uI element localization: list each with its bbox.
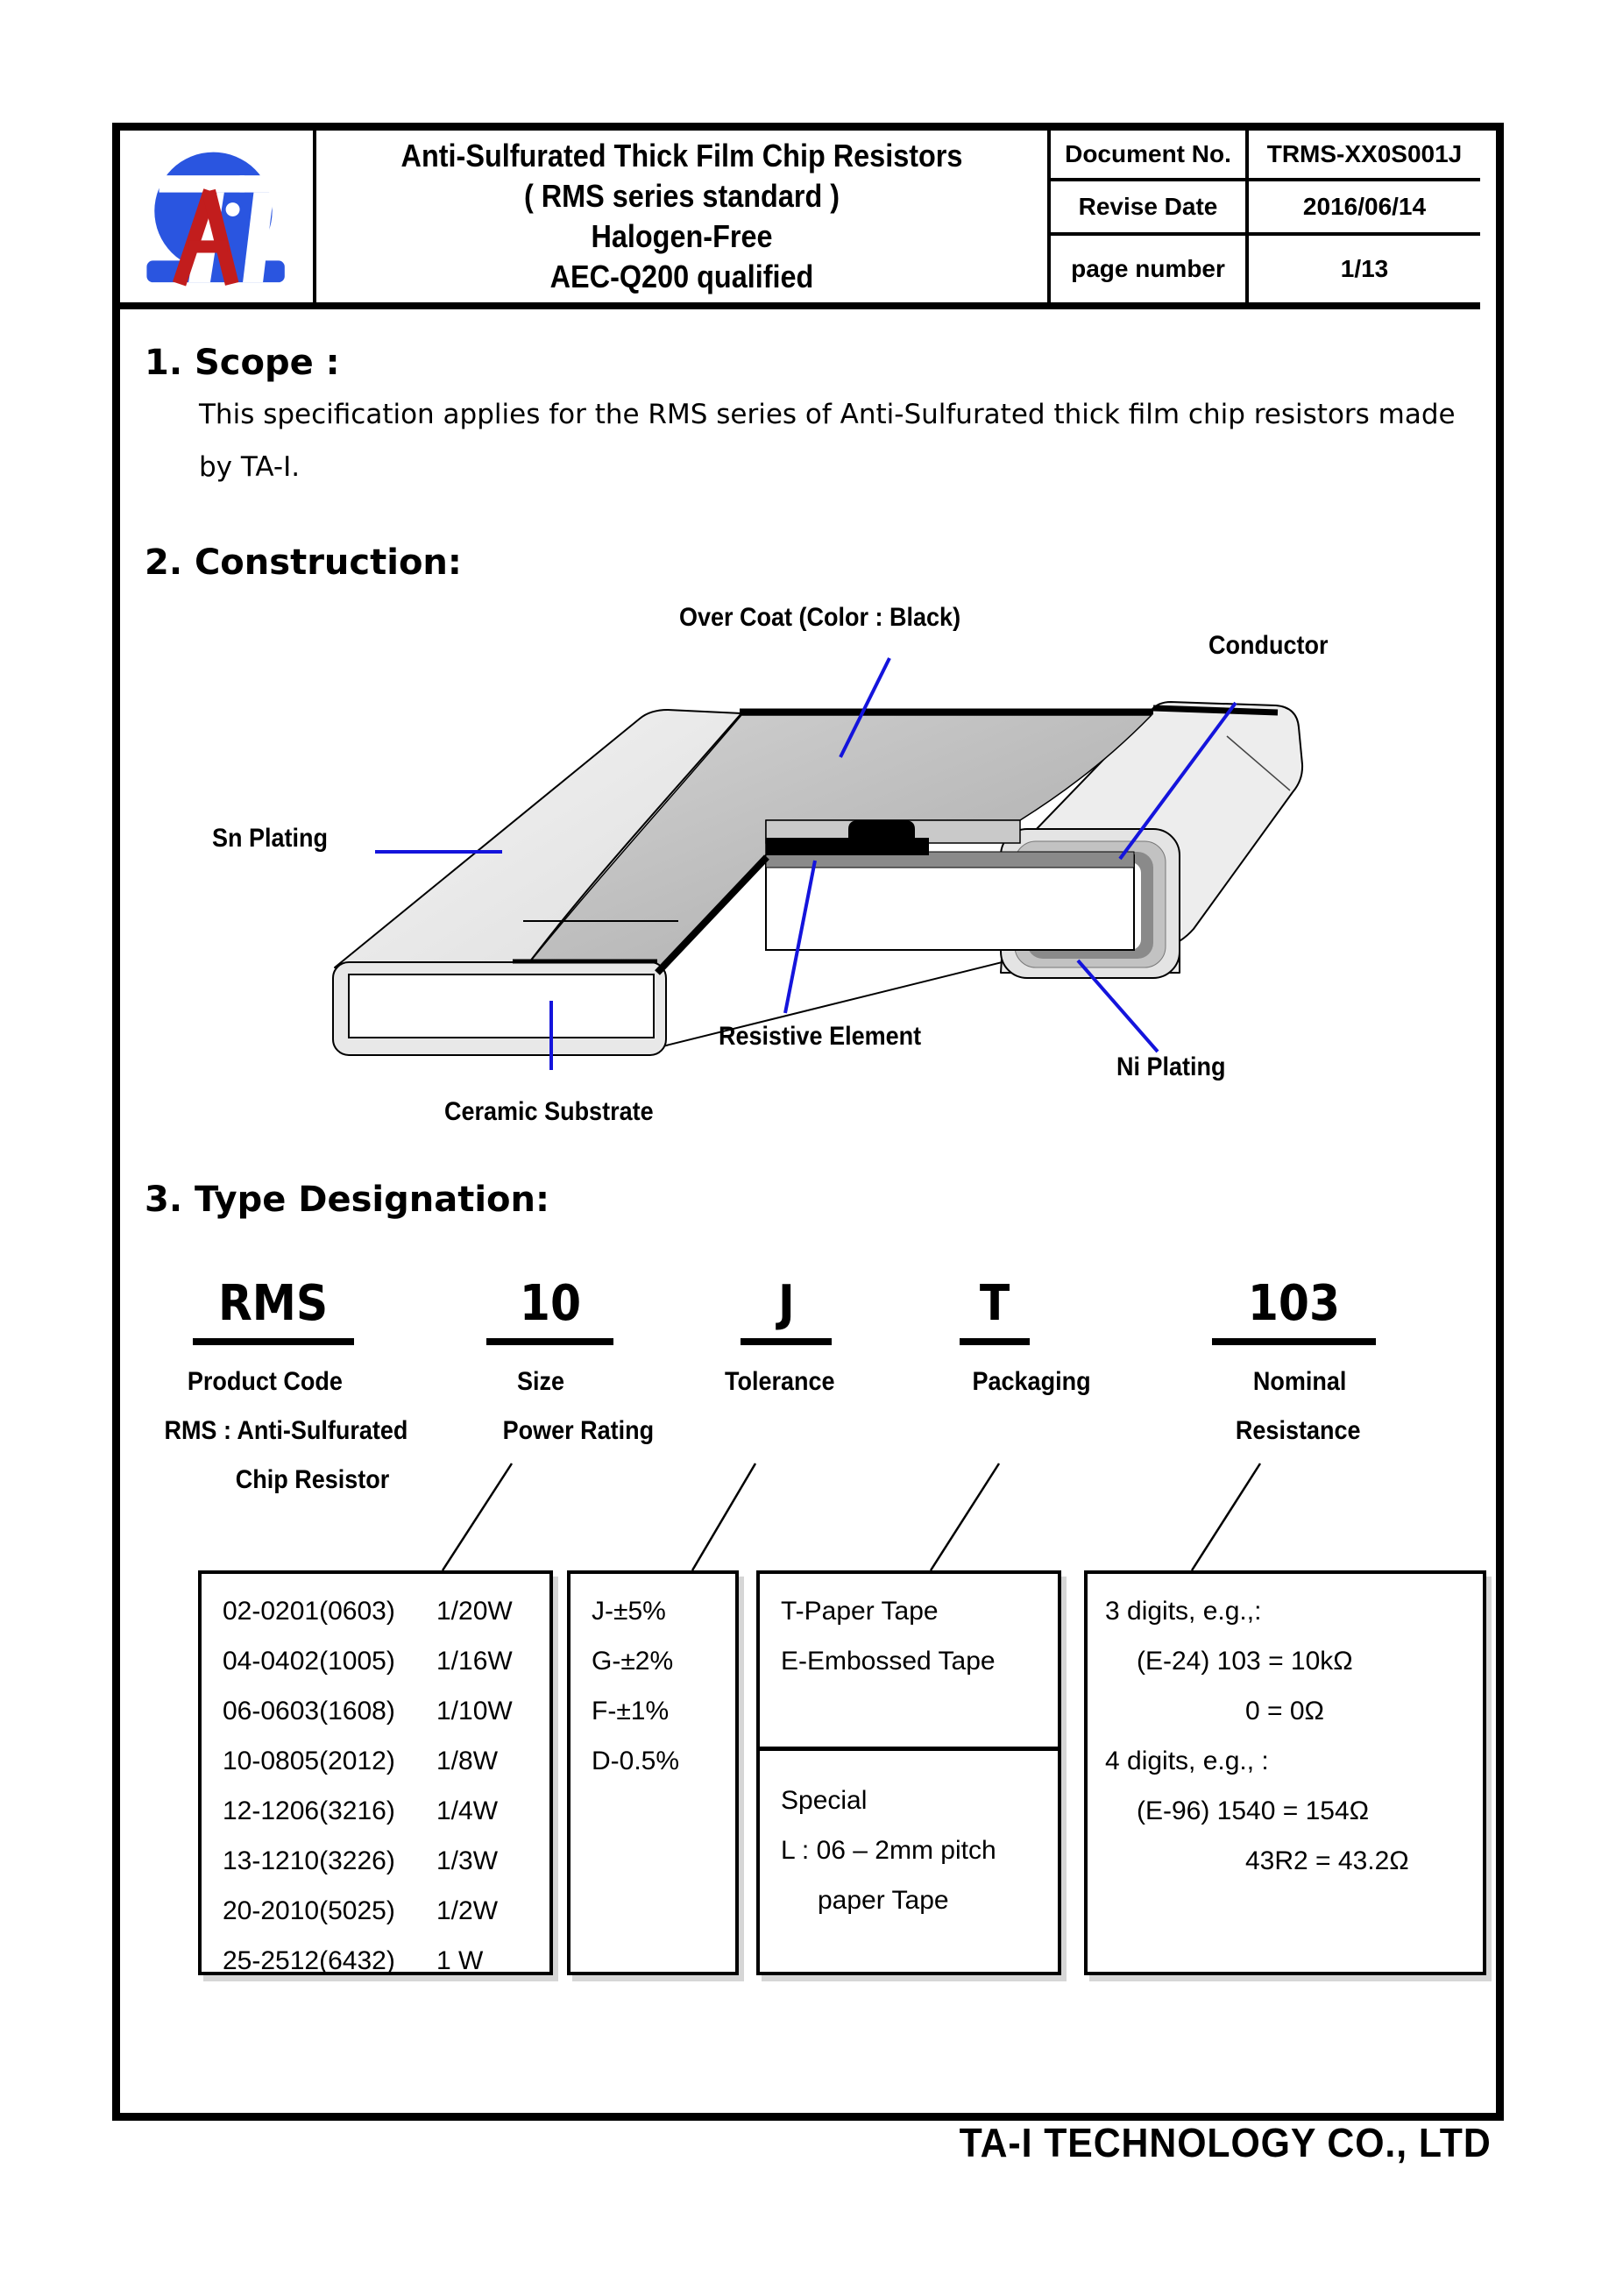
code-size: 10 <box>486 1275 613 1345</box>
label-ceramic-substrate: Ceramic Substrate <box>444 1097 655 1126</box>
resistance-line: (E-24) 103 = 10kΩ <box>1137 1647 1353 1676</box>
code-packaging: T <box>960 1275 1030 1345</box>
type-designation-heading: 3. Type Designation: <box>145 1180 549 1220</box>
resistance-line: (E-96) 1540 = 154Ω <box>1137 1796 1370 1825</box>
document-meta-table <box>1047 131 1480 302</box>
logo-cell <box>120 131 316 302</box>
connector-lines <box>120 1455 1480 1577</box>
title-line: Halogen-Free <box>591 218 773 254</box>
nominal-resistance-box <box>1084 1570 1486 1975</box>
meta-label: page number <box>1051 236 1249 302</box>
document-title <box>316 131 1047 302</box>
meta-label: Document No. <box>1051 131 1249 178</box>
packaging-item: paper Tape <box>818 1886 949 1915</box>
label-product-code: Product Code <box>187 1367 343 1396</box>
packaging-standard-section <box>760 1574 1058 1751</box>
meta-value-page-number: 1/13 <box>1340 255 1389 282</box>
connector-size <box>443 1463 512 1570</box>
resistance-line: 0 = 0Ω <box>1245 1697 1324 1726</box>
code-product: RMS <box>193 1275 354 1345</box>
label-power-rating: Power Rating <box>502 1416 655 1445</box>
meta-value-revise-date: 2016/06/14 <box>1302 193 1427 220</box>
packaging-item: Special <box>781 1786 868 1815</box>
resistor-construction-diagram <box>114 596 1525 1192</box>
resistance-line: 43R2 = 43.2Ω <box>1245 1846 1409 1875</box>
size-row: 20-2010(5025) 1/2W <box>223 1896 499 1925</box>
packaging-box <box>756 1570 1061 1975</box>
size-row: 25-2512(6432) 1 W <box>223 1946 484 1975</box>
resistance-line: 3 digits, e.g.,: <box>1105 1597 1262 1626</box>
packaging-item: L : 06 – 2mm pitch <box>781 1836 996 1865</box>
footer-company: TA-I TECHNOLOGY CO., LTD <box>960 2120 1492 2165</box>
scope-body-line1: This specification applies for the RMS series of Anti-Sulfurated thick film chip resistors made <box>199 399 1456 430</box>
code-tolerance: J <box>741 1275 832 1345</box>
code-resistance: 103 <box>1212 1275 1376 1345</box>
cap-top-edge <box>1153 708 1278 712</box>
size-row: 04-0402(1005) 1/16W <box>223 1647 513 1676</box>
label-tolerance: Tolerance <box>725 1367 835 1396</box>
meta-row-revise-date <box>1051 181 1480 236</box>
scope-heading: 1. Scope : <box>145 343 340 383</box>
header <box>120 131 1480 309</box>
meta-label: Revise Date <box>1051 181 1249 232</box>
size-power-box <box>198 1570 553 1975</box>
connector-packaging <box>931 1463 999 1570</box>
label-over-coat: Over Coat (Color : Black) <box>678 603 960 632</box>
tolerance-item: D-0.5% <box>592 1747 680 1775</box>
label-size: Size <box>516 1367 565 1396</box>
scope-body-line2: by TA-I. <box>199 451 301 483</box>
label-nominal: Nominal <box>1252 1367 1347 1396</box>
construction-heading: 2. Construction: <box>145 542 462 583</box>
title-line: Anti-Sulfurated Thick Film Chip Resistors <box>400 138 963 174</box>
tolerance-item: F-±1% <box>592 1697 670 1726</box>
meta-row-page-number <box>1051 236 1480 302</box>
label-anti-sulfurated: RMS : Anti-Sulfurated <box>164 1416 408 1445</box>
tolerance-box <box>567 1570 739 1975</box>
title-line: ( RMS series standard ) <box>523 178 840 214</box>
tolerance-item: G-±2% <box>592 1647 674 1676</box>
size-row: 10-0805(2012) 1/8W <box>223 1747 499 1775</box>
label-resistive-element: Resistive Element <box>718 1022 921 1051</box>
size-row: 06-0603(1608) 1/10W <box>223 1697 513 1726</box>
meta-value-document-no: TRMS-XX0S001J <box>1266 140 1463 167</box>
packaging-item: T-Paper Tape <box>781 1597 939 1626</box>
resistance-line: 4 digits, e.g., : <box>1105 1747 1269 1775</box>
size-row: 02-0201(0603) 1/20W <box>223 1597 513 1626</box>
label-sn-plating: Sn Plating <box>211 824 328 853</box>
page-border-box <box>112 123 1504 2121</box>
label-ni-plating: Ni Plating <box>1116 1052 1226 1081</box>
tolerance-item: J-±5% <box>592 1597 666 1626</box>
size-row: 12-1206(3216) 1/4W <box>223 1796 499 1825</box>
title-line: AEC-Q200 qualified <box>549 259 814 294</box>
connector-tolerance <box>692 1463 755 1570</box>
connector-resistance <box>1192 1463 1260 1570</box>
label-chip-resistor: Chip Resistor <box>236 1465 390 1494</box>
label-packaging: Packaging <box>972 1367 1091 1396</box>
tai-logo-icon <box>137 143 296 290</box>
meta-row-document-no <box>1051 131 1480 181</box>
packaging-item: E-Embossed Tape <box>781 1647 996 1676</box>
size-row: 13-1210(3226) 1/3W <box>223 1846 499 1875</box>
label-resistance: Resistance <box>1235 1416 1361 1445</box>
ceramic-front-face <box>349 974 654 1038</box>
label-conductor: Conductor <box>1208 631 1329 660</box>
packaging-special-section <box>760 1751 1058 1925</box>
ceramic-ledge <box>766 855 1134 950</box>
